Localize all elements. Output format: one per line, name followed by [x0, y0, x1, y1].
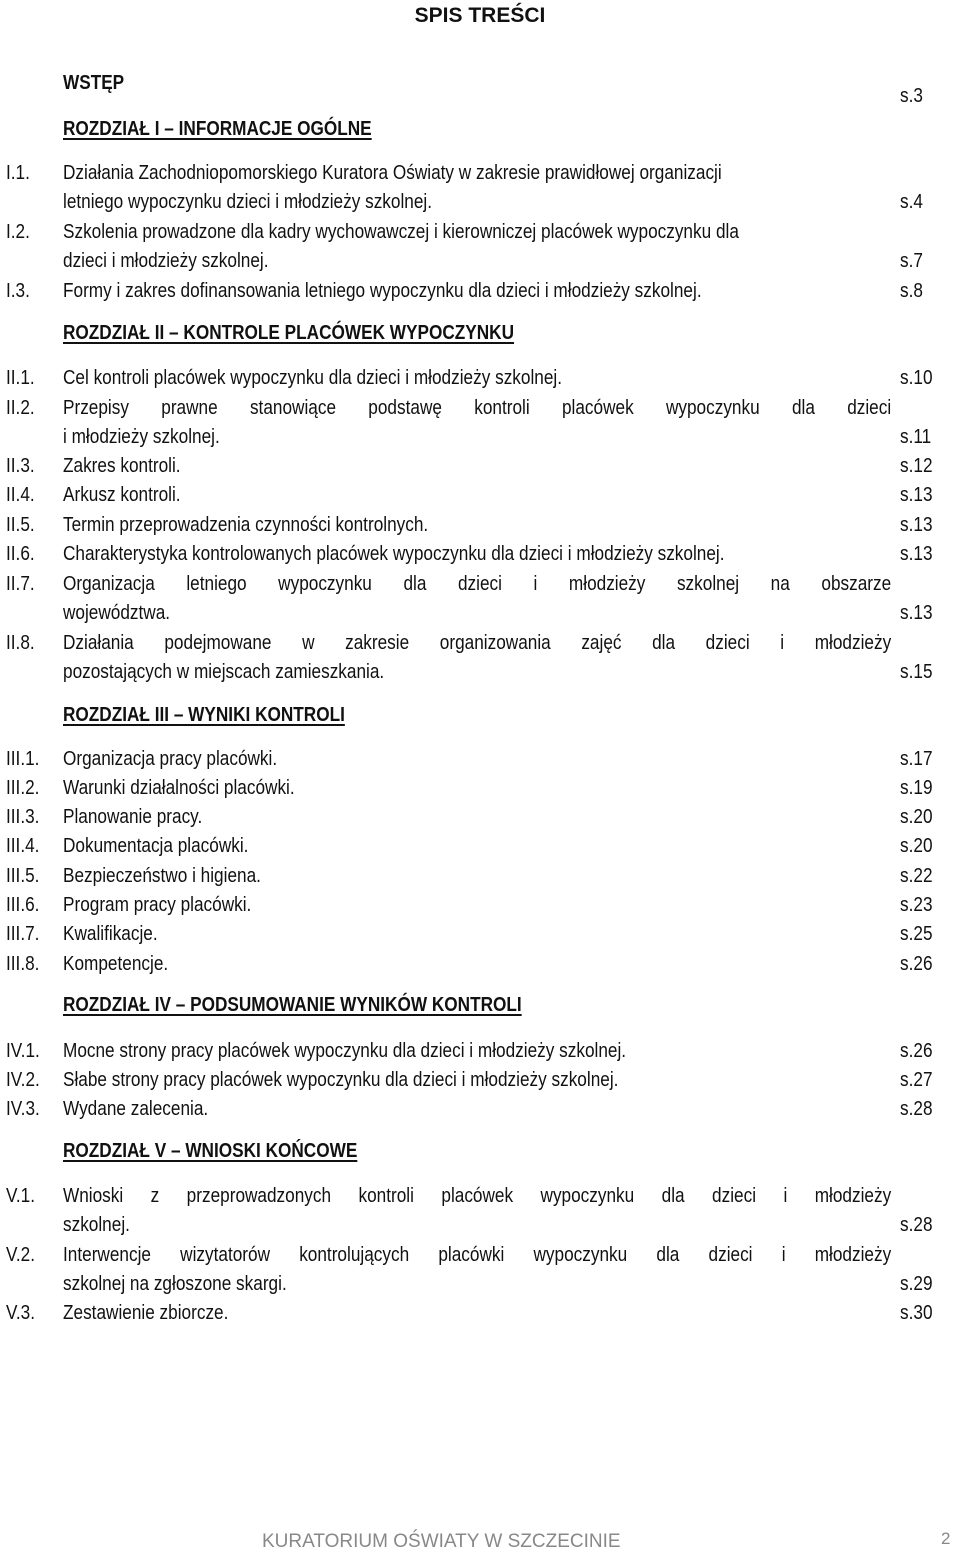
- toc-num: I.3.: [6, 280, 30, 302]
- toc-entry-text: Organizacja letniego wypoczynku dla dzieci i młodzieży szkolnej na obszarze: [63, 573, 892, 595]
- toc-num: II.5.: [6, 514, 35, 536]
- toc-entry-text: Bezpieczeństwo i higiena.: [63, 865, 261, 887]
- toc-entry-text: i młodzieży szkolnej.: [63, 426, 220, 448]
- toc-entry-text: Cel kontroli placówek wypoczynku dla dzieci i młodzieży szkolnej.: [63, 367, 563, 389]
- toc-num: IV.2.: [6, 1069, 40, 1091]
- toc-entry-text: Dokumentacja placówki.: [63, 835, 249, 857]
- toc-num: III.8.: [6, 953, 40, 975]
- chapter-1-heading: ROZDZIAŁ I – INFORMACJE OGÓLNE: [63, 118, 372, 140]
- toc-entry-text: dzieci i młodzieży szkolnej.: [63, 250, 269, 272]
- toc-page-ref: s.8: [900, 280, 923, 302]
- toc-page-ref: s.7: [900, 250, 923, 272]
- toc-entry-text: Wydane zalecenia.: [63, 1098, 209, 1120]
- intro-page: s.3: [900, 85, 923, 107]
- toc-entry-text: Szkolenia prowadzone dla kadry wychowawczej i kierowniczej placówek wypoczynku dla: [63, 221, 739, 243]
- toc-entry-text: Przepisy prawne stanowiące podstawę kontroli placówek wypoczynku dla dzieci: [63, 397, 892, 419]
- toc-num: III.4.: [6, 835, 40, 857]
- toc-page-ref: s.26: [900, 1040, 933, 1062]
- toc-entry-text: Słabe strony pracy placówek wypoczynku dla dzieci i młodzieży szkolnej.: [63, 1069, 619, 1091]
- toc-num: II.3.: [6, 455, 35, 477]
- toc-num: III.3.: [6, 806, 40, 828]
- toc-entry-text: pozostających w miejscach zamieszkania.: [63, 661, 385, 683]
- toc-num: V.3.: [6, 1302, 36, 1324]
- toc-page-ref: s.13: [900, 514, 933, 536]
- toc-num: IV.3.: [6, 1098, 40, 1120]
- toc-page-ref: s.13: [900, 602, 933, 624]
- toc-page-ref: s.29: [900, 1273, 933, 1295]
- toc-num: III.7.: [6, 923, 40, 945]
- toc-page-ref: s.4: [900, 191, 923, 213]
- toc-page-ref: s.23: [900, 894, 933, 916]
- chapter-4-heading: ROZDZIAŁ IV – PODSUMOWANIE WYNIKÓW KONTROLI: [63, 994, 522, 1016]
- toc-page-ref: s.19: [900, 777, 933, 799]
- footer-org: KURATORIUM OŚWIATY W SZCZECINIE: [262, 1531, 621, 1552]
- toc-entry-text: szkolnej na zgłoszone skargi.: [63, 1273, 287, 1295]
- chapter-2-heading: ROZDZIAŁ II – KONTROLE PLACÓWEK WYPOCZYNKU: [63, 322, 515, 344]
- toc-entry-text: Kwalifikacje.: [63, 923, 158, 945]
- toc-page-ref: s.10: [900, 367, 933, 389]
- toc-num: I.2.: [6, 221, 30, 243]
- toc-page-ref: s.13: [900, 543, 933, 565]
- toc-num: IV.1.: [6, 1040, 40, 1062]
- toc-entry-text: Działania Zachodniopomorskiego Kuratora Oświaty w zakresie prawidłowej organizacji: [63, 162, 722, 184]
- toc-entry-text: Warunki działalności placówki.: [63, 777, 295, 799]
- toc-num: II.6.: [6, 543, 35, 565]
- toc-page-ref: s.30: [900, 1302, 933, 1324]
- toc-entry-text: Wnioski z przeprowadzonych kontroli placówek wypoczynku dla dzieci i młodzieży: [63, 1185, 892, 1207]
- toc-page-ref: s.28: [900, 1098, 933, 1120]
- toc-entry-text: Działania podejmowane w zakresie organizowania zajęć dla dzieci i młodzieży: [63, 632, 892, 654]
- toc-entry-text: Program pracy placówki.: [63, 894, 252, 916]
- toc-entry-text: Termin przeprowadzenia czynności kontrolnych.: [63, 514, 429, 536]
- toc-page-ref: s.12: [900, 455, 933, 477]
- toc-entry-text: Formy i zakres dofinansowania letniego wypoczynku dla dzieci i młodzieży szkolnej.: [63, 280, 702, 302]
- intro-heading: WSTĘP: [63, 72, 125, 94]
- toc-entry-text: województwa.: [63, 602, 171, 624]
- toc-entry-text: Interwencje wizytatorów kontrolujących placówki wypoczynku dla dzieci i młodzieży: [63, 1244, 892, 1266]
- page-title: SPIS TREŚCI: [414, 4, 546, 27]
- toc-page-ref: s.20: [900, 835, 933, 857]
- toc-num: III.2.: [6, 777, 40, 799]
- toc-num: III.1.: [6, 748, 40, 770]
- toc-page-ref: s.28: [900, 1214, 933, 1236]
- toc-entry-text: szkolnej.: [63, 1214, 130, 1236]
- toc-num: I.1.: [6, 162, 30, 184]
- toc-entry-text: Organizacja pracy placówki.: [63, 748, 278, 770]
- toc-entry-text: Charakterystyka kontrolowanych placówek wypoczynku dla dzieci i młodzieży szkolnej.: [63, 543, 725, 565]
- toc-entry-text: Planowanie pracy.: [63, 806, 203, 828]
- toc-entry-text: letniego wypoczynku dzieci i młodzieży szkolnej.: [63, 191, 433, 213]
- toc-entry-text: Zestawienie zbiorcze.: [63, 1302, 229, 1324]
- toc-num: V.1.: [6, 1185, 36, 1207]
- toc-page-ref: s.22: [900, 865, 933, 887]
- toc-page-ref: s.17: [900, 748, 933, 770]
- toc-page-ref: s.25: [900, 923, 933, 945]
- toc-page-ref: s.20: [900, 806, 933, 828]
- toc-page-ref: s.15: [900, 661, 933, 683]
- toc-page-ref: s.27: [900, 1069, 933, 1091]
- toc-entry-text: Mocne strony pracy placówek wypoczynku dla dzieci i młodzieży szkolnej.: [63, 1040, 627, 1062]
- toc-entry-text: Arkusz kontroli.: [63, 484, 181, 506]
- toc-page-ref: s.26: [900, 953, 933, 975]
- toc-page-ref: s.11: [900, 426, 932, 448]
- toc-page-ref: s.13: [900, 484, 933, 506]
- toc-num: II.4.: [6, 484, 35, 506]
- toc-num: II.2.: [6, 397, 35, 419]
- toc-num: II.1.: [6, 367, 35, 389]
- toc-num: III.5.: [6, 865, 40, 887]
- footer-page-number: 2: [941, 1529, 951, 1548]
- toc-entry-text: Zakres kontroli.: [63, 455, 181, 477]
- chapter-3-heading: ROZDZIAŁ III – WYNIKI KONTROLI: [63, 704, 345, 726]
- chapter-5-heading: ROZDZIAŁ V – WNIOSKI KOŃCOWE: [63, 1140, 358, 1162]
- toc-num: III.6.: [6, 894, 40, 916]
- toc-num: II.7.: [6, 573, 35, 595]
- toc-entry-text: Kompetencje.: [63, 953, 169, 975]
- toc-num: II.8.: [6, 632, 35, 654]
- toc-num: V.2.: [6, 1244, 36, 1266]
